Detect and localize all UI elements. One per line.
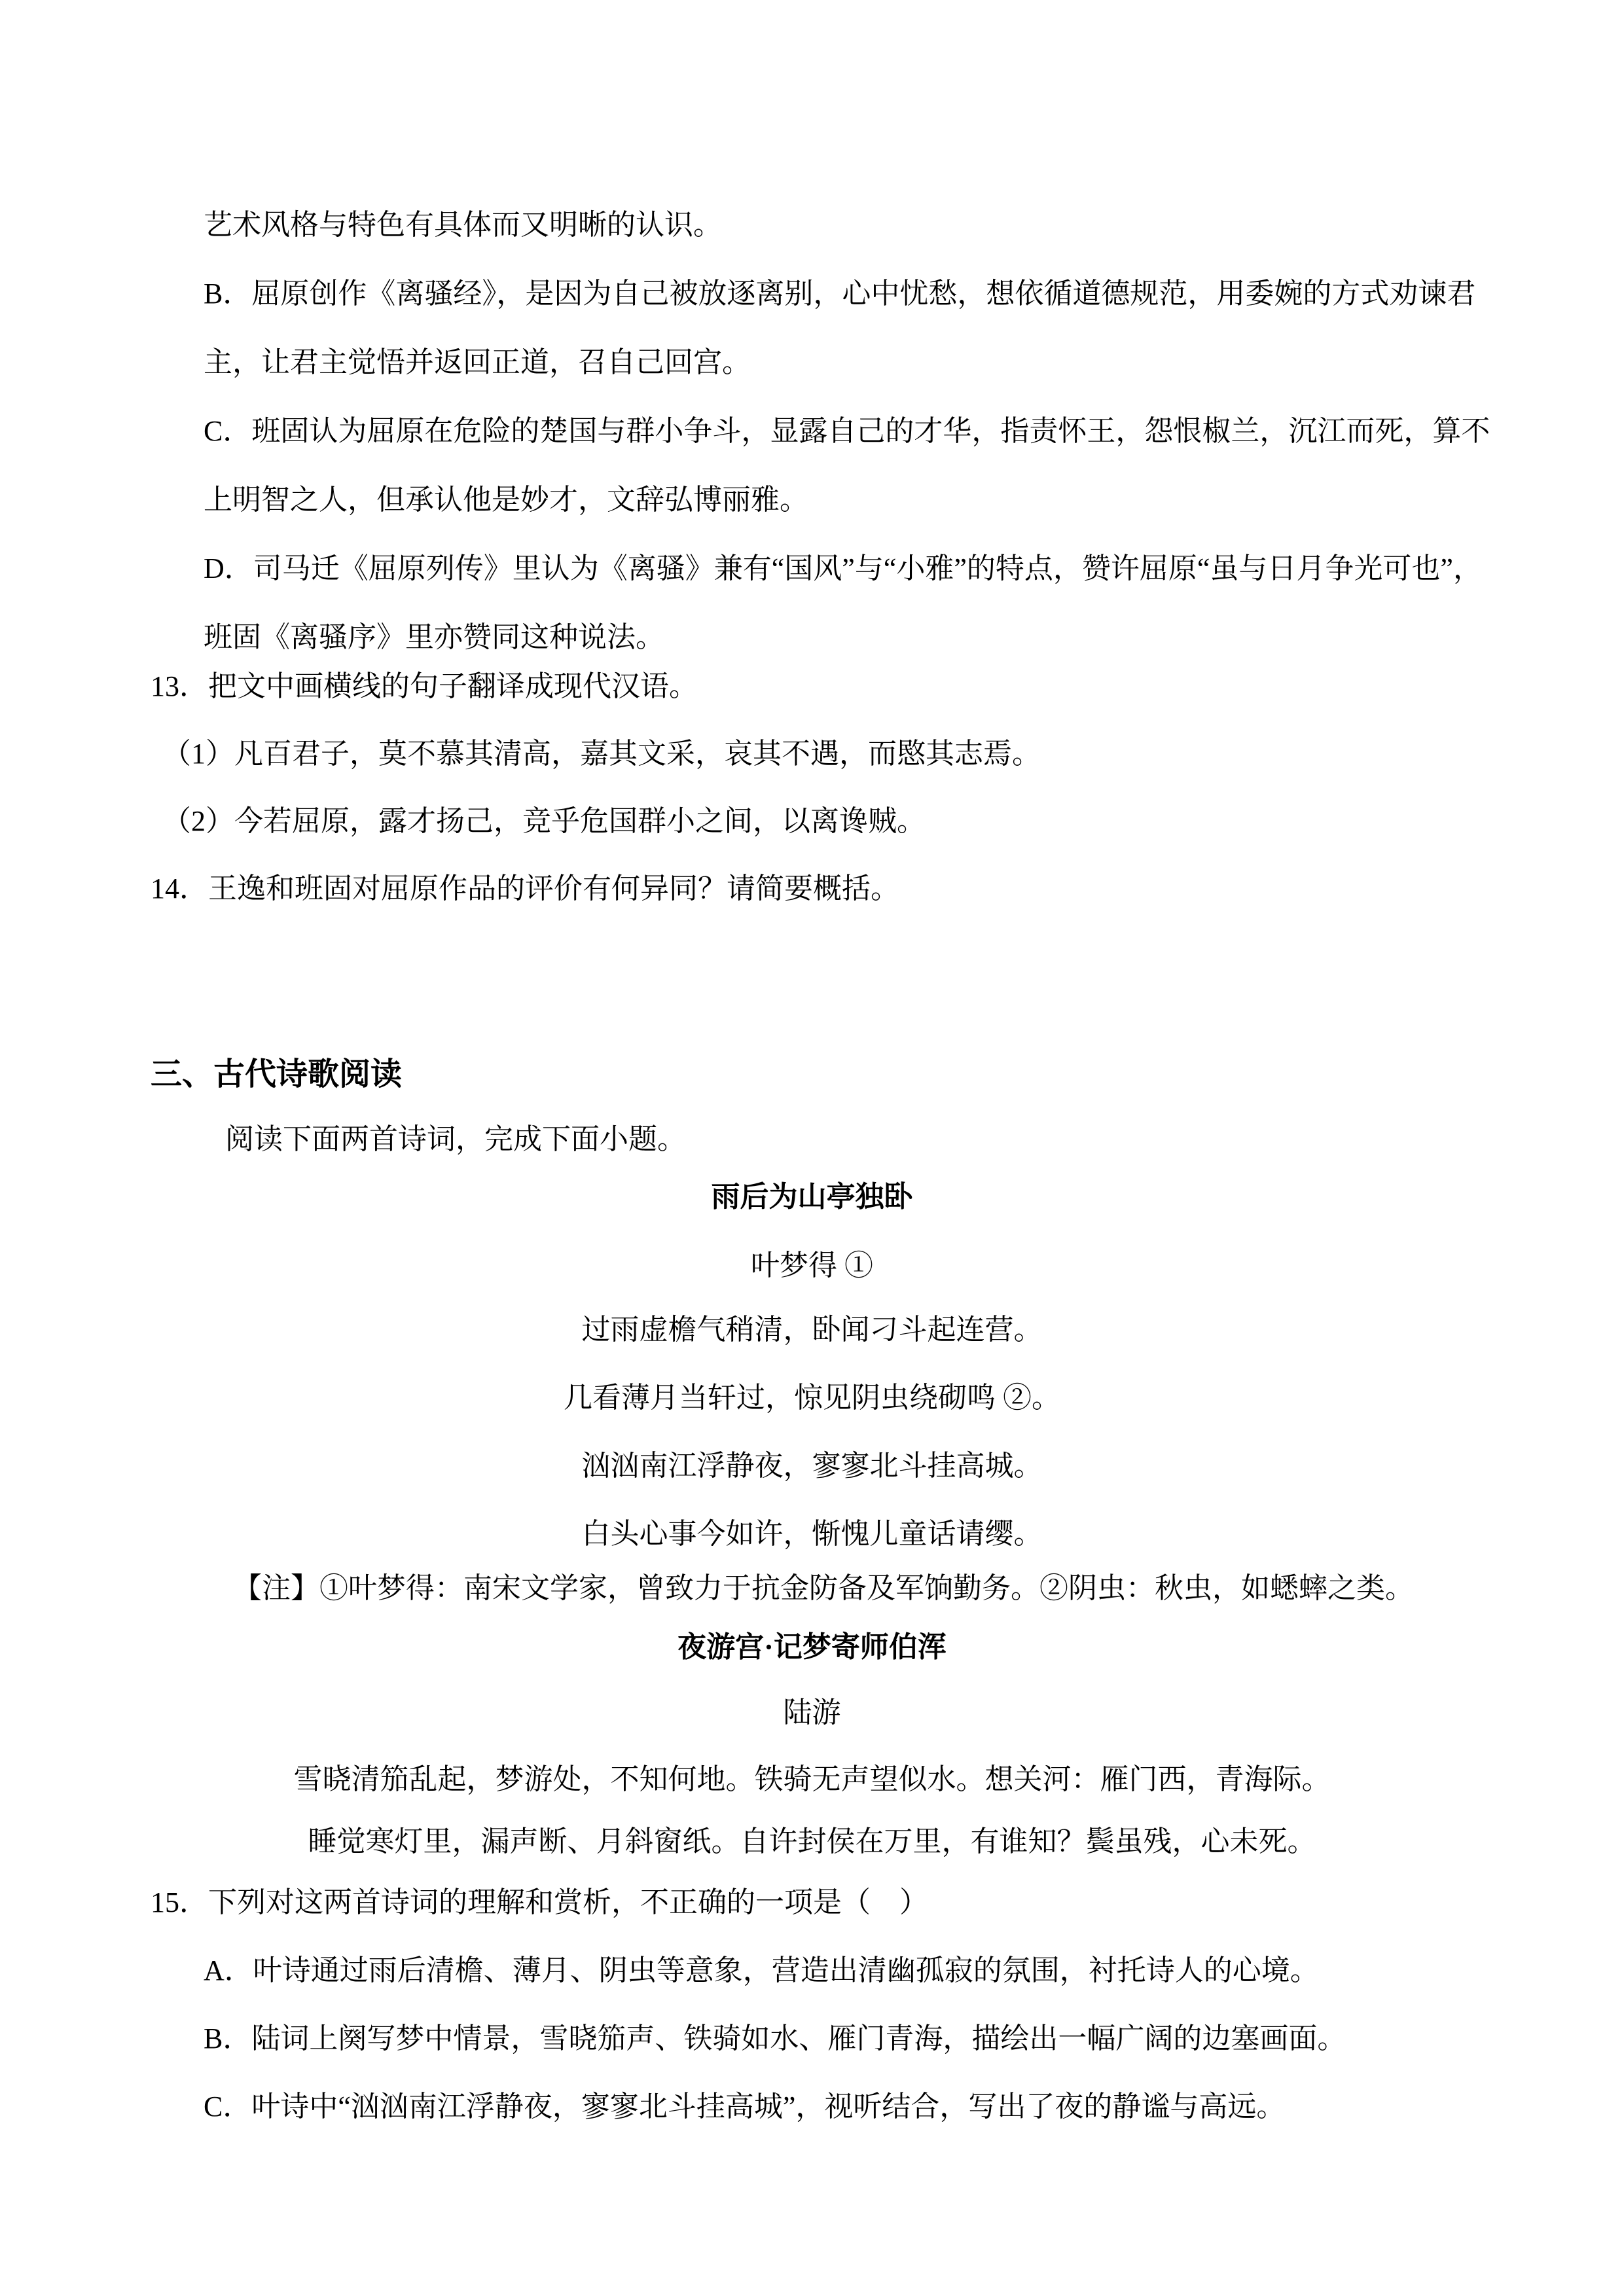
question-14-stem: 14．王逸和班固对屈原作品的评价有何异同？请简要概括。 xyxy=(151,872,899,905)
question-15-option-c: C．叶诗中“汹汹南江浮静夜，寥寥北斗挂高城”，视听结合，写出了夜的静谧与高远。 xyxy=(204,2090,1286,2123)
section-3-heading: 三、古代诗歌阅读 xyxy=(151,1057,403,1092)
choice-b-line-1: B．屈原创作《离骚经》，是因为自己被放逐离别，心中忧愁，想依循道德规范，用委婉的方式劝谏君 xyxy=(204,278,1476,310)
choice-c-line-1: C．班固认为屈原在危险的楚国与群小争斗，显露自己的才华，指责怀王，怨恨椒兰，沉江而死，算不 xyxy=(204,415,1490,447)
choice-b-line-2: 主，让君主觉悟并返回正道，召自己回宫。 xyxy=(204,346,751,378)
poem-1-line-1: 过雨虚檐气稍清，卧闻刁斗起连营。 xyxy=(581,1314,1043,1346)
question-15-option-a: A．叶诗通过雨后清檐、薄月、阴虫等意象，营造出清幽孤寂的氛围，衬托诗人的心境。 xyxy=(204,1954,1319,1986)
section-3-intro: 阅读下面两首诗词，完成下面小题。 xyxy=(225,1123,686,1155)
prev-option-tail-line: 艺术风格与特色有具体而又明晰的认识。 xyxy=(204,209,722,241)
poem-2-author: 陆游 xyxy=(783,1696,841,1729)
poem-2-title: 夜游宫·记梦寄师伯浑 xyxy=(677,1631,947,1663)
question-13-part-2: （2）今若屈原，露才扬己，竞乎危国群小之间，以离谗贼。 xyxy=(162,805,926,837)
choice-d-line-2: 班固《离骚序》里亦赞同这种说法。 xyxy=(204,621,664,653)
question-13-stem: 13．把文中画横线的句子翻译成现代汉语。 xyxy=(151,670,698,702)
poem-1-title: 雨后为山亭独卧 xyxy=(711,1181,913,1213)
poems-note: 【注】①叶梦得：南宋文学家，曾致力于抗金防备及军饷勤务。②阴虫：秋虫，如蟋蟀之类。 xyxy=(233,1572,1414,1604)
poem-2-line-2: 睡觉寒灯里，漏声断、月斜窗纸。自许封侯在万里，有谁知？鬓虽残，心未死。 xyxy=(308,1825,1316,1857)
poem-1-line-3: 汹汹南江浮静夜，寥寥北斗挂高城。 xyxy=(581,1450,1043,1482)
choice-c-line-2: 上明智之人，但承认他是妙才，文辞弘博丽雅。 xyxy=(204,484,808,516)
poem-1-line-4: 白头心事今如许，惭愧儿童话请缨。 xyxy=(581,1518,1043,1550)
choice-d-line-1: D．司马迁《屈原列传》里认为《离骚》兼有“国风”与“小雅”的特点，赞许屈原“虽与日月争光可也”， xyxy=(204,552,1482,584)
poem-2-line-1: 雪晓清笳乱起，梦游处，不知何地。铁骑无声望似水。想关河：雁门西，青海际。 xyxy=(293,1763,1331,1795)
poem-1-line-2: 几看薄月当轩过，惊见阴虫绕砌鸣 ②。 xyxy=(564,1382,1060,1414)
question-15-stem: 15．下列对这两首诗词的理解和赏析，不正确的一项是（ ） xyxy=(151,1886,928,1918)
question-13-part-1: （1）凡百君子，莫不慕其清高，嘉其文采，哀其不遇，而愍其志焉。 xyxy=(162,738,1041,770)
poem-1-author: 叶梦得 ① xyxy=(751,1249,873,1282)
question-15-option-b: B．陆词上阕写梦中情景，雪晓笳声、铁骑如水、雁门青海，描绘出一幅广阔的边塞画面。 xyxy=(204,2022,1346,2054)
